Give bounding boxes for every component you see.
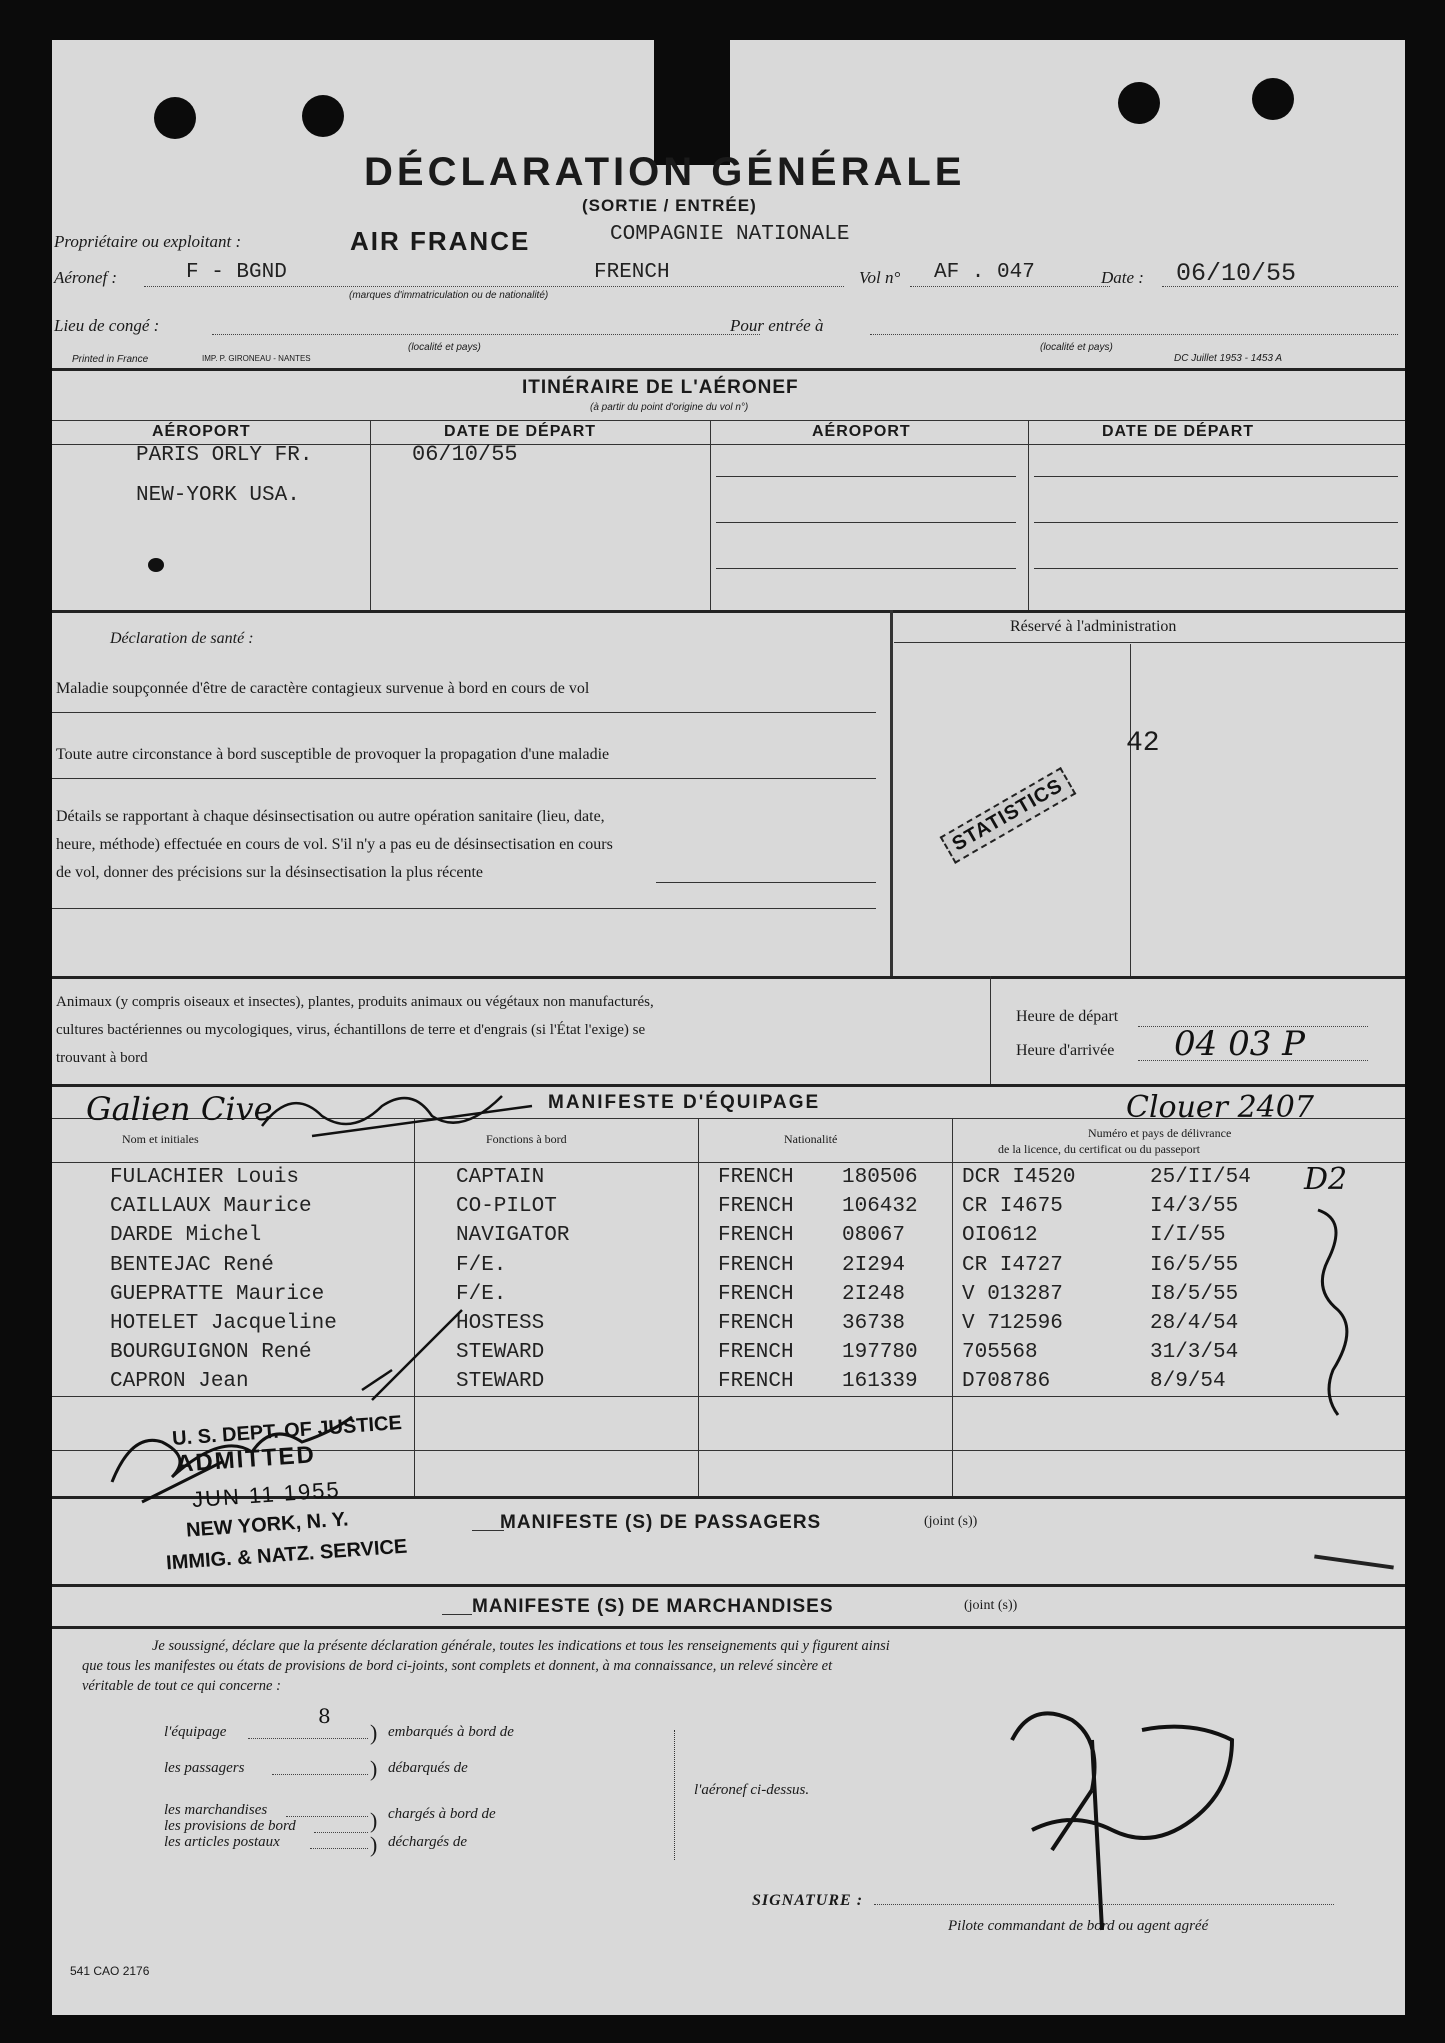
crew-cell-license: 106432	[842, 1195, 918, 1219]
printer-name: IMP. P. GIRONEAU - NANTES	[202, 354, 311, 363]
crew-cell-date: 25/II/54	[1150, 1166, 1251, 1189]
officer-signature	[102, 1402, 422, 1512]
flight-number: AF . 047	[934, 261, 1035, 284]
check-mark	[352, 1300, 472, 1410]
punch-hole	[154, 97, 196, 139]
crew-col-license-a: Numéro et pays de délivrance	[1088, 1126, 1232, 1140]
crew-cell-name: GUEPRATTE Maurice	[110, 1282, 325, 1306]
entry-label: Pour entrée à	[730, 316, 824, 335]
disembarked-label: débarqués de	[388, 1760, 468, 1776]
owner-label: Propriétaire ou exploitant :	[54, 232, 242, 251]
health-line-3c: de vol, donner des précisions sur la désinsectisation la plus récente	[56, 864, 483, 881]
flight-label: Vol n°	[859, 268, 901, 287]
date-label: Date :	[1101, 268, 1144, 287]
crew-cell-function: F/E.	[456, 1253, 507, 1277]
owner-extra: COMPAGNIE NATIONALE	[610, 223, 850, 246]
stamp-line-2: ADMITTED	[175, 1441, 317, 1478]
crew-cell-function: NAVIGATOR	[456, 1224, 570, 1248]
crew-row	[52, 1368, 1405, 1397]
declaration-text-1: Je soussigné, déclare que la présente déclaration générale, toutes les indications et tous les renseignements qui y figurent ainsi	[152, 1638, 890, 1654]
crew-col-name: Nom et initiales	[122, 1132, 199, 1146]
crew-row	[52, 1193, 1405, 1222]
unloaded-label: déchargés de	[388, 1834, 467, 1850]
crew-cell-name: BENTEJAC René	[110, 1253, 274, 1277]
punch-hole	[1118, 82, 1160, 124]
health-line-1: Maladie soupçonnée d'être de caractère contagieux survenue à bord en cours de vol	[56, 680, 590, 697]
aircraft-nationality: FRENCH	[594, 261, 670, 284]
arrival-time-handwritten: 04 03 P	[1174, 1024, 1306, 1064]
form-subtitle: (SORTIE / ENTRÉE)	[582, 196, 757, 215]
crew-signature	[252, 1076, 552, 1156]
mail-label: les articles postaux	[164, 1834, 280, 1850]
crew-cell-name: CAPRON Jean	[110, 1370, 249, 1394]
crew-cell-license: 08067	[842, 1224, 906, 1248]
footer-code: 541 CAO 2176	[70, 1964, 150, 1978]
itinerary-subtitle: (à partir du point d'origine du vol n°)	[590, 402, 749, 413]
crew-cell-date: 28/4/54	[1150, 1312, 1239, 1335]
departure-place-label: Lieu de congé :	[54, 316, 160, 335]
crew-cell-nationality: FRENCH	[718, 1195, 794, 1219]
health-title: Déclaration de santé :	[110, 630, 254, 647]
crew-cell-name: BOURGUIGNON René	[110, 1341, 312, 1365]
crew-row	[52, 1310, 1405, 1339]
crew-cell-nationality: FRENCH	[718, 1341, 794, 1365]
health-line-3a: Détails se rapportant à chaque désinsectisation ou autre opération sanitaire (lieu, date,	[56, 808, 605, 825]
crew-cell-license: 197780	[842, 1341, 918, 1365]
itinerary-title: ITINÉRAIRE DE L'AÉRONEF	[522, 377, 799, 398]
stamp-line-3: JUN 11 1955	[191, 1476, 342, 1513]
form-title: DÉCLARATION GÉNÉRALE	[364, 150, 966, 194]
place-note-1: (localité et pays)	[408, 342, 481, 353]
crew-cell-function: CO-PILOT	[456, 1195, 557, 1219]
crew-bracket-mark	[1308, 1200, 1368, 1420]
crew-row	[52, 1222, 1405, 1251]
crew-cell-nationality: FRENCH	[718, 1282, 794, 1306]
punch-hole	[1252, 78, 1294, 120]
brace: )	[370, 1808, 378, 1833]
crew-cell-certificate: DCR I4520	[962, 1166, 1076, 1189]
owner-value: AIR FRANCE	[350, 226, 531, 256]
ink-blot	[148, 558, 164, 572]
crew-title: MANIFESTE D'ÉQUIPAGE	[548, 1092, 821, 1113]
place-note-2: (localité et pays)	[1040, 342, 1113, 353]
crew-cell-name: FULACHIER Louis	[110, 1166, 300, 1189]
crew-row	[52, 1281, 1405, 1310]
crew-cell-certificate: 705568	[962, 1341, 1038, 1365]
loaded-label: chargés à bord de	[388, 1806, 496, 1822]
aircraft-label: Aéronef :	[54, 268, 118, 287]
crew-cell-certificate: CR I4675	[962, 1195, 1063, 1219]
declaration-text-2: que tous les manifestes ou états de provisions de bord ci-joints, sont complets et donnent, à ma connaissance, un relevé sincère et	[82, 1658, 833, 1674]
punch-hole	[302, 95, 344, 137]
health-line-3b: heure, méthode) effectuée en cours de vol. S'il n'y a pas eu de désinsectisation en cours	[56, 836, 613, 853]
captain-signature	[992, 1680, 1272, 1960]
crew-cell-license: 2I248	[842, 1282, 906, 1306]
health-line-2: Toute autre circonstance à bord susceptible de provoquer la propagation d'une maladie	[56, 746, 610, 763]
col-airport-1: AÉROPORT	[152, 423, 251, 440]
crew-col-function: Fonctions à bord	[486, 1132, 567, 1146]
binding-tab	[654, 35, 730, 165]
departure-time-label: Heure de départ	[1016, 1008, 1119, 1025]
crew-row	[52, 1339, 1405, 1368]
crew-cell-nationality: FRENCH	[718, 1224, 794, 1248]
crew-cell-license: 180506	[842, 1166, 918, 1189]
stamp-line-5: IMMIG. & NATZ. SERVICE	[165, 1535, 408, 1575]
crew-cell-date: I/I/55	[1150, 1224, 1226, 1248]
crew-cell-function: HOSTESS	[456, 1312, 545, 1335]
crew-cell-license: 36738	[842, 1312, 906, 1335]
form-code: DC Juillet 1953 - 1453 A	[1174, 353, 1283, 364]
signature-label: SIGNATURE :	[752, 1892, 864, 1909]
animals-line-a: Animaux (y compris oiseaux et insectes), plantes, produits animaux ou végétaux non manufacturés,	[56, 994, 654, 1010]
crew-cell-license: 2I294	[842, 1253, 906, 1277]
statistics-stamp: STATISTICS	[940, 767, 1076, 864]
aircraft-registration: F - BGND	[186, 261, 287, 284]
crew-cell-function: STEWARD	[456, 1370, 545, 1394]
crew-cell-date: I8/5/55	[1150, 1282, 1239, 1306]
itinerary-row2-airport: NEW-YORK USA.	[136, 484, 300, 507]
stamp-line-1: U. S. DEPT. OF JUSTICE	[171, 1412, 403, 1450]
brace: )	[370, 1756, 378, 1781]
passengers-joint: (joint (s))	[924, 1514, 978, 1529]
col-airport-2: AÉROPORT	[812, 423, 911, 440]
crew-cell-name: DARDE Michel	[110, 1224, 262, 1248]
crew-cell-nationality: FRENCH	[718, 1312, 794, 1335]
passengers-title: MANIFESTE (S) DE PASSAGERS	[500, 1512, 822, 1533]
margin-mark	[1314, 1554, 1394, 1569]
crew-cell-certificate: V 013287	[962, 1282, 1063, 1306]
crew-cell-date: I6/5/55	[1150, 1253, 1239, 1277]
handwritten-annotation: Clouer 2407	[1126, 1090, 1314, 1125]
stamp-line-4: NEW YORK, N. Y.	[185, 1508, 350, 1542]
crew-cell-nationality: FRENCH	[718, 1370, 794, 1394]
col-date-1: DATE DE DÉPART	[444, 423, 597, 440]
itinerary-row1-date: 06/10/55	[412, 442, 518, 467]
crew-cell-nationality: FRENCH	[718, 1253, 794, 1277]
crew-cell-date: I4/3/55	[1150, 1195, 1239, 1219]
itinerary-row1-airport: PARIS ORLY FR.	[136, 444, 313, 467]
signatory-label: Pilote commandant de bord ou agent agréé	[948, 1918, 1209, 1934]
crew-row	[52, 1164, 1405, 1193]
crew-cell-certificate: V 712596	[962, 1312, 1063, 1335]
provisions-label: les provisions de bord	[164, 1818, 296, 1834]
crew-cell-name: CAILLAUX Maurice	[110, 1195, 312, 1219]
crew-count: 8	[318, 1704, 331, 1728]
crew-col-license-b: de la licence, du certificat ou du passeport	[998, 1142, 1200, 1156]
crew-cell-function: CAPTAIN	[456, 1166, 545, 1189]
col-date-2: DATE DE DÉPART	[1102, 423, 1255, 440]
crew-row	[52, 1252, 1405, 1281]
cargo-title: MANIFESTE (S) DE MARCHANDISES	[472, 1596, 834, 1617]
aircraft-above-label: l'aéronef ci-dessus.	[694, 1782, 810, 1798]
crew-col-nationality: Nationalité	[784, 1132, 838, 1146]
crew-cell-certificate: D708786	[962, 1370, 1051, 1394]
crew-cell-date: 31/3/54	[1150, 1341, 1239, 1365]
crew-cell-certificate: CR I4727	[962, 1253, 1063, 1277]
crew-cell-certificate: OIO612	[962, 1224, 1038, 1248]
admin-title: Réservé à l'administration	[1010, 618, 1177, 635]
passengers-count-label: les passagers	[164, 1760, 245, 1776]
crew-cell-name: HOTELET Jacqueline	[110, 1312, 337, 1335]
arrival-time-label: Heure d'arrivée	[1016, 1042, 1115, 1059]
crew-cell-date: 8/9/54	[1150, 1370, 1226, 1394]
brace: )	[370, 1720, 378, 1745]
crew-cell-license: 161339	[842, 1370, 918, 1394]
embarked-label: embarqués à bord de	[388, 1724, 514, 1740]
aircraft-note: (marques d'immatriculation ou de nationalité)	[349, 290, 549, 301]
declaration-text-3: véritable de tout ce qui concerne :	[82, 1678, 281, 1694]
brace: )	[370, 1832, 378, 1857]
animals-line-c: trouvant à bord	[56, 1050, 148, 1066]
printed-in: Printed in France	[72, 354, 149, 365]
crew-cell-function: STEWARD	[456, 1341, 545, 1365]
admin-number: 42	[1126, 728, 1160, 759]
crew-cell-function: F/E.	[456, 1282, 507, 1306]
declaration-form	[52, 40, 1405, 2015]
date-value: 06/10/55	[1176, 259, 1297, 288]
crew-count-label: l'équipage	[164, 1724, 227, 1740]
animals-line-b: cultures bactériennes ou mycologiques, virus, échantillons de terre et d'engrais (si l'État l'exige) se	[56, 1022, 646, 1038]
cargo-count-label: les marchandises	[164, 1802, 268, 1818]
cargo-joint: (joint (s))	[964, 1598, 1018, 1613]
crew-cell-nationality: FRENCH	[718, 1166, 794, 1189]
handwritten-annotation: D2	[1304, 1162, 1348, 1197]
handwritten-annotation: Galien Cive	[86, 1090, 273, 1128]
